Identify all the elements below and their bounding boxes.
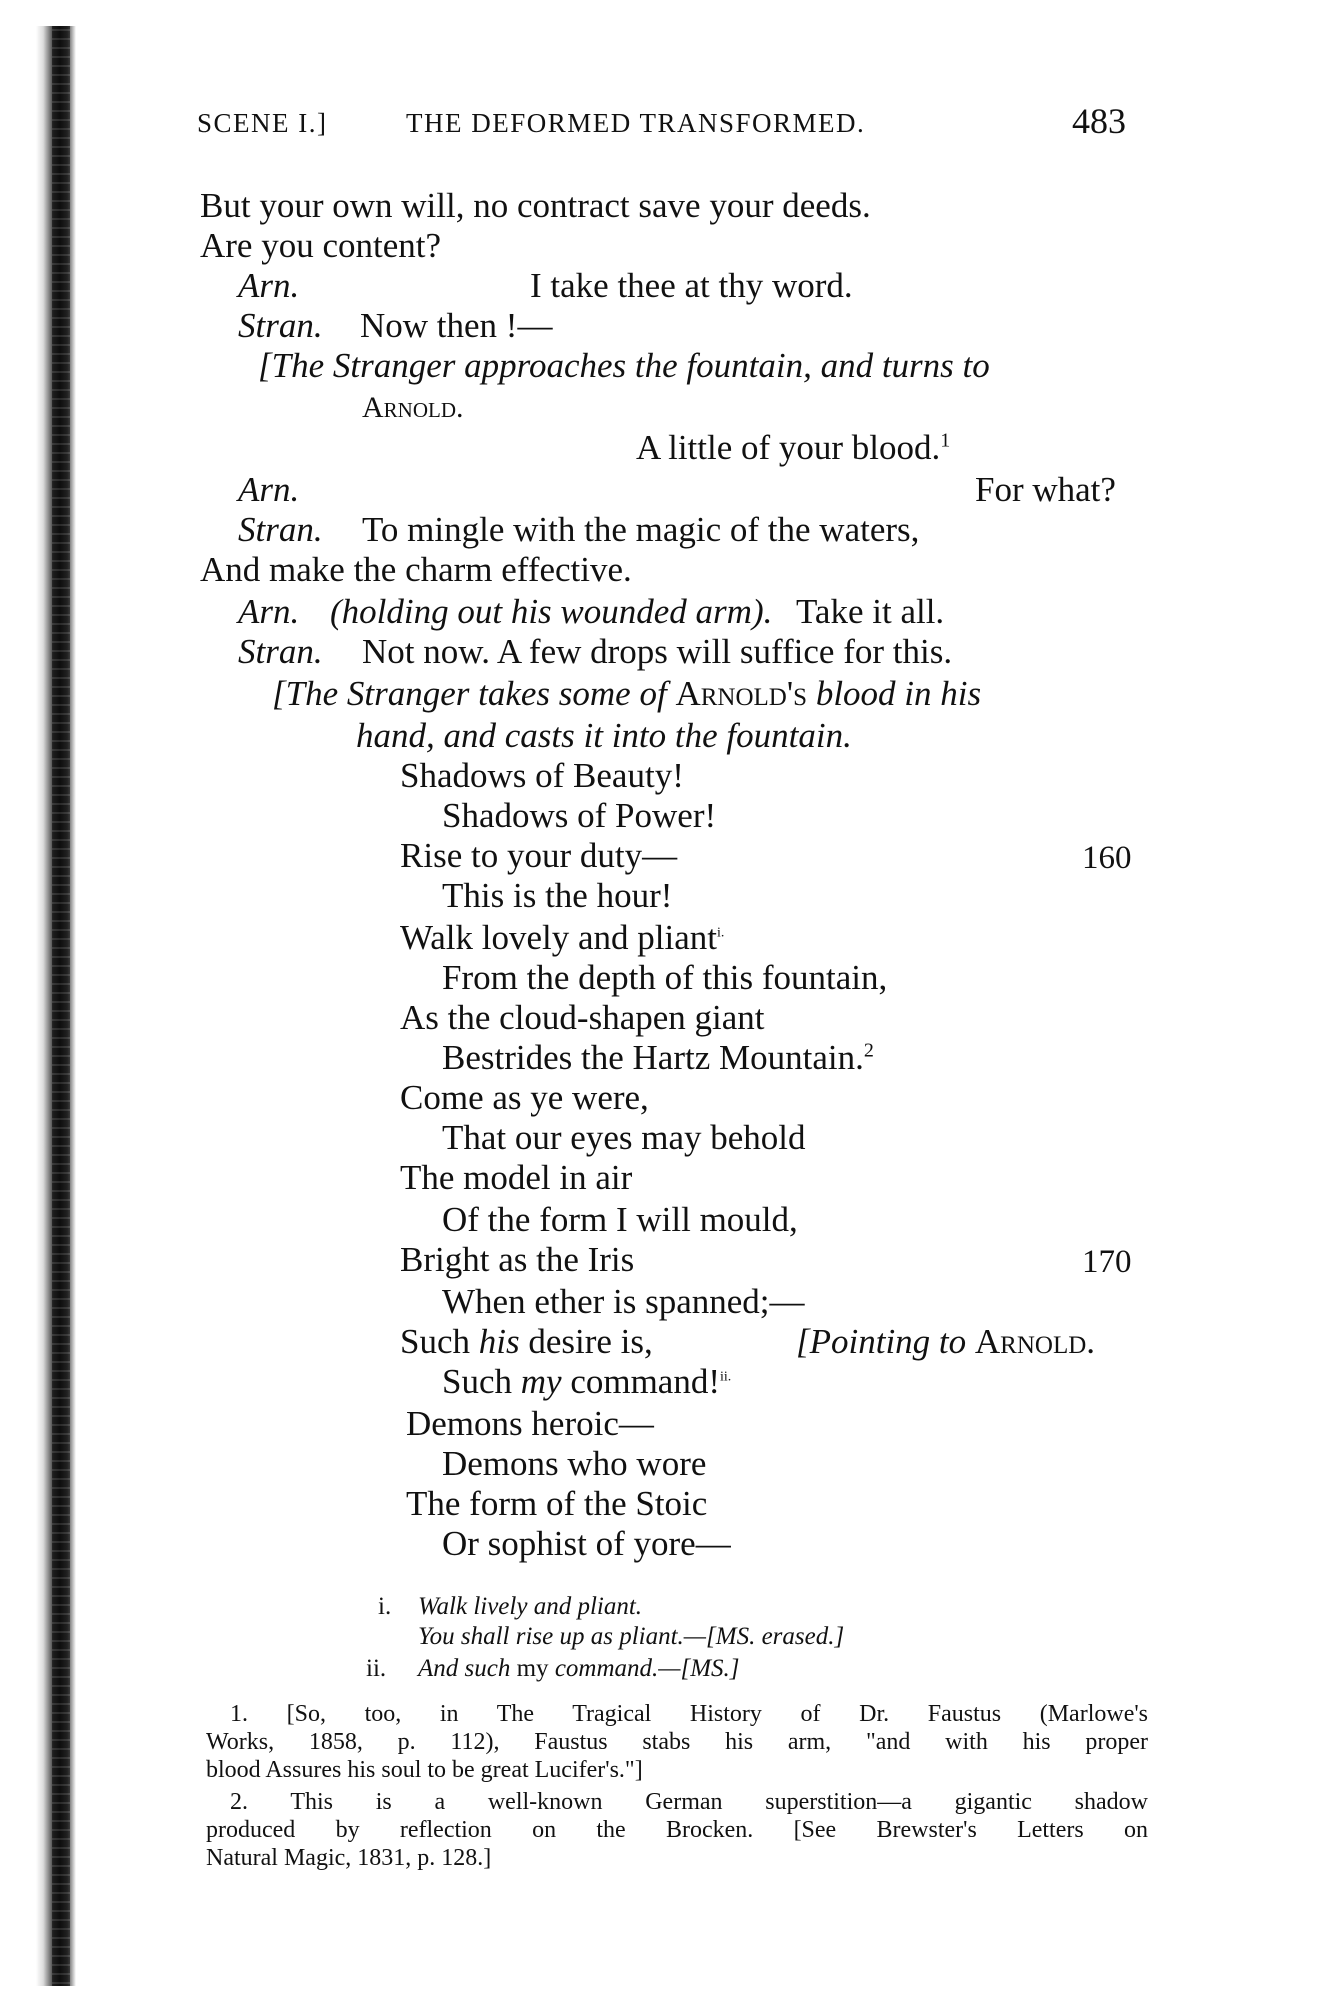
verse-line: Come as ye were, [400, 1078, 649, 1117]
verse-line: Bestrides the Hartz Mountain.$^2$ [442, 1038, 874, 1077]
stage-direction: (holding out his wounded arm). [330, 592, 773, 631]
variant-ref: i. [716, 925, 725, 941]
variant-label: i. [378, 1593, 392, 1620]
verse-line: Shadows of Beauty! [400, 756, 684, 795]
verse-line: And make the charm effective. [200, 550, 632, 589]
stage-direction: hand, and casts it into the fountain. [356, 716, 852, 755]
footnote-ref: 2 [863, 1039, 874, 1062]
verse-line: For what? [975, 470, 1116, 509]
verse-line: The model in air [400, 1158, 633, 1197]
verse-line: Or sophist of yore— [442, 1524, 731, 1563]
page-number: 483 [1072, 101, 1126, 141]
verse-line: To mingle with the magic of the waters, [362, 510, 920, 549]
speaker-label: Stran. [238, 632, 323, 671]
character-name: Arnold's [675, 674, 808, 713]
line-number: 170 [1082, 1244, 1132, 1280]
speaker-label: Stran. [238, 510, 323, 549]
variant-ref: ii. [720, 1369, 732, 1385]
variant-text: And such my command.—[MS.] [418, 1655, 740, 1682]
stage-direction: [The Stranger takes some of Arnold's blood in his [272, 674, 982, 713]
speaker-label: Arn. [238, 592, 300, 631]
running-header-scene: SCENE I.] [197, 108, 328, 138]
stage-direction: [Pointing to Arnold. [796, 1322, 1096, 1361]
line-number: 160 [1082, 840, 1132, 876]
verse-line: Bright as the Iris [400, 1240, 635, 1279]
variant-text: You shall rise up as pliant.—[MS. erased.] [418, 1623, 845, 1650]
verse-line: Now then !— [360, 306, 553, 345]
variant-text: Walk lively and pliant. [418, 1593, 643, 1620]
footnote-line: produced by reflection on the Brocken. [See Brewster's Letters on [206, 1817, 1148, 1843]
verse-line: Take it all. [796, 592, 945, 631]
speaker-label: Arn. [238, 470, 300, 509]
verse-line: I take thee at thy word. [530, 266, 853, 305]
verse-line: A little of your blood.$^1$ [636, 428, 951, 467]
verse-line: From the depth of this fountain, [442, 958, 888, 997]
verse-line: Walk lovely and pliant$^{i.}$ [400, 918, 725, 957]
footnote-line: Works, 1858, p. 112), Faustus stabs his arm, "and with his proper [206, 1729, 1148, 1755]
verse-line: Of the form I will mould, [442, 1200, 798, 1239]
verse-line: As the cloud-shapen giant [400, 998, 765, 1037]
page-gutter-binding [52, 26, 70, 1986]
verse-line: But your own will, no contract save your deeds. [200, 186, 871, 225]
verse-line: Such his desire is, [400, 1322, 653, 1361]
verse-line: That our eyes may behold [442, 1118, 806, 1157]
stage-direction: [The Stranger approaches the fountain, and turns to [258, 346, 990, 385]
verse-line: This is the hour! [442, 876, 673, 915]
verse-line: The form of the Stoic [406, 1484, 708, 1523]
variant-label: ii. [366, 1655, 387, 1682]
verse-line: Not now. A few drops will suffice for this. [362, 632, 953, 671]
verse-line: When ether is spanned;— [442, 1282, 805, 1321]
verse-line: Rise to your duty— [400, 836, 678, 875]
speaker-label: Stran. [238, 306, 323, 345]
footnote-line: Natural Magic, 1831, p. 128.] [206, 1845, 492, 1871]
speaker-label: Arn. [238, 266, 300, 305]
verse-line: Demons who wore [442, 1444, 707, 1483]
verse-line: Demons heroic— [406, 1404, 654, 1443]
character-name: Arnold. [974, 1322, 1096, 1361]
footnote-line: 1. [So, too, in The Tragical History of Dr. Faustus (Marlowe's [230, 1701, 1149, 1727]
footnote-line: blood Assures his soul to be great Lucifer's."] [206, 1757, 643, 1783]
verse-line: Shadows of Power! [442, 796, 717, 835]
running-header-title: THE DEFORMED TRANSFORMED. [406, 108, 866, 138]
character-name: Arnold. [362, 391, 464, 424]
footnote-line: 2. This is a well-known German superstition—a gigantic shadow [230, 1789, 1148, 1815]
verse-line: Are you content? [200, 226, 442, 265]
footnote-ref: 1 [940, 429, 951, 452]
verse-line: Such my command!$^{ii.}$ [442, 1362, 732, 1401]
